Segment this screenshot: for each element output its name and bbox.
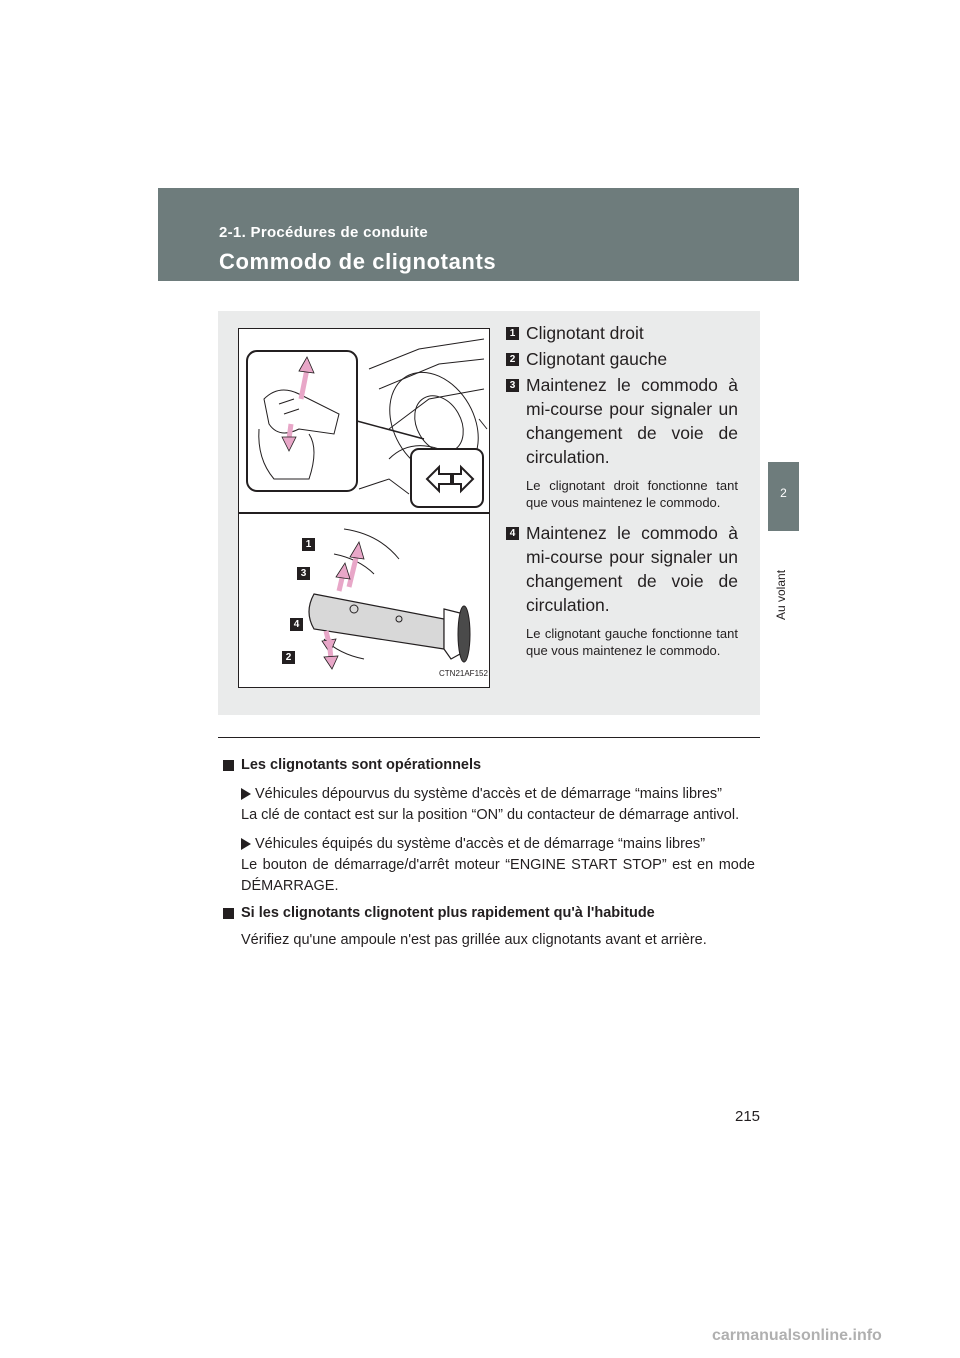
arrow-right-icon: [241, 838, 251, 850]
figure-code: CTN21AF152: [439, 669, 488, 678]
condition-text: Véhicules équipés du système d'accès et de démarrage “mains libres”: [255, 836, 706, 852]
note-heading-text: Les clignotants sont opérationnels: [241, 757, 482, 773]
notes-section: [223, 755, 755, 951]
legend-item: [506, 373, 738, 511]
figure-panel: [218, 311, 760, 715]
note-heading: [223, 755, 755, 776]
legend-number: 4: [506, 527, 519, 540]
condition-text: Véhicules dépourvus du système d'accès et de démarrage “mains libres”: [255, 786, 722, 802]
legend-note: Le clignotant droit fonctionne tant que vous maintenez le commodo.: [526, 478, 738, 510]
condition-line: [241, 784, 755, 805]
legend-number: 3: [506, 379, 519, 392]
chapter-number: 2: [780, 486, 787, 500]
figure-legend: [506, 321, 738, 659]
note-paragraph: La clé de contact est sur la position “ON” du contacteur de démarrage antivol.: [241, 807, 740, 823]
legend-number: 1: [506, 327, 519, 340]
note-heading: [223, 903, 755, 924]
callout-3: 3: [297, 567, 310, 580]
note-paragraph: Vérifiez qu'une ampoule n'est pas grillée aux clignotants avant et arrière.: [241, 932, 707, 948]
legend-item: [506, 321, 738, 345]
legend-number: 2: [506, 353, 519, 366]
callout-1: 1: [302, 538, 315, 551]
legend-item: [506, 521, 738, 659]
chapter-label: Au volant: [774, 569, 788, 620]
arrow-right-icon: [241, 788, 251, 800]
note-heading-text: Si les clignotants clignotent plus rapidement qu'à l'habitude: [241, 905, 655, 921]
section-divider: [218, 737, 760, 738]
turn-signal-lever-drawing: [239, 329, 489, 687]
legend-text: Maintenez le commodo à mi-course pour signaler un changement de voie de circulation.: [526, 523, 738, 615]
page-title: Commodo de clignotants: [219, 249, 497, 274]
turn-signal-illustration: [238, 328, 490, 688]
callout-2: 2: [282, 651, 295, 664]
chapter-tab[interactable]: [768, 462, 799, 531]
section-header: [158, 188, 799, 281]
callout-4: 4: [290, 618, 303, 631]
legend-note: Le clignotant gauche fonctionne tant que vous maintenez le commodo.: [526, 626, 738, 658]
square-bullet-icon: [223, 908, 234, 919]
watermark: carmanualsonline.info: [712, 1327, 882, 1344]
legend-text: Clignotant droit: [526, 323, 644, 343]
note-paragraph: Le bouton de démarrage/d'arrêt moteur “ENGINE START STOP” est en mode DÉMARRAGE.: [241, 857, 755, 894]
page-number: 215: [735, 1108, 761, 1125]
square-bullet-icon: [223, 760, 234, 771]
legend-item: [506, 347, 738, 371]
section-label: 2-1. Procédures de conduite: [219, 224, 428, 241]
condition-line: [241, 834, 755, 855]
legend-text: Clignotant gauche: [526, 349, 668, 369]
legend-text: Maintenez le commodo à mi-course pour signaler un changement de voie de circulation.: [526, 375, 738, 467]
